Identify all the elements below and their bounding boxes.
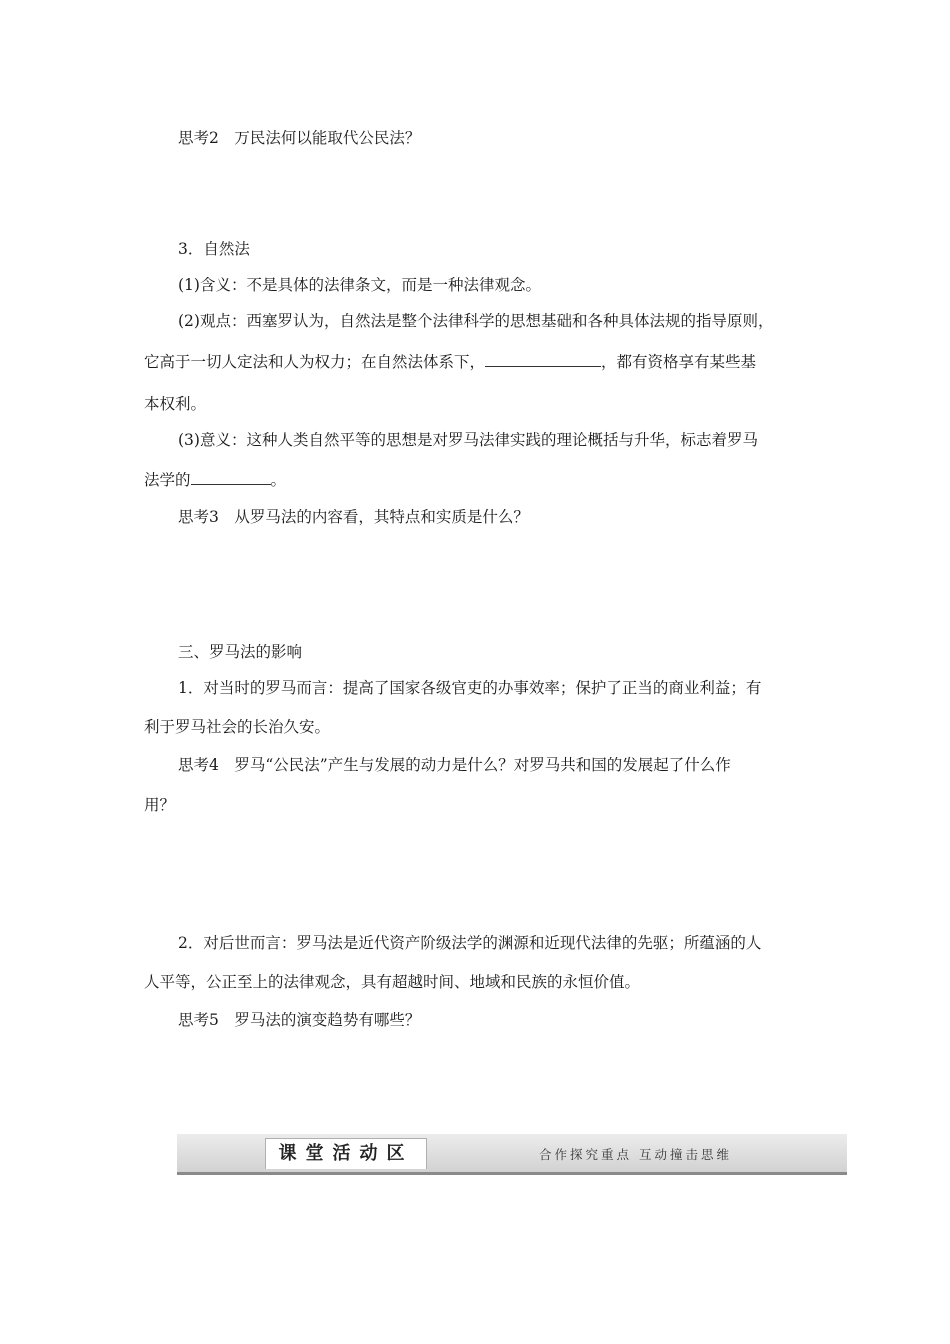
banner-slogan: 合作探究重点 互动撞击思维 bbox=[539, 1147, 732, 1162]
influence-1-line1: 1．对当时的罗马而言：提高了国家各级官吏的办事效率；保护了正当的商业利益；有 bbox=[178, 679, 762, 697]
influence-1-line2: 利于罗马社会的长治久安。 bbox=[144, 718, 331, 736]
influence-2-line1: 2．对后世而言：罗马法是近代资产阶级法学的渊源和近现代法律的先驱；所蕴涵的人 bbox=[178, 934, 762, 952]
natural-law-view-line1: (2)观点：西塞罗认为，自然法是整个法律科学的思想基础和各种具体法规的指导原则， bbox=[178, 312, 774, 330]
heading-natural-law: 3．自然法 bbox=[178, 240, 250, 258]
banner-title: 课堂活动区 bbox=[265, 1138, 427, 1169]
think-question-4-line1: 思考4 罗马“公民法”产生与发展的动力是什么？对罗马共和国的发展起了什么作 bbox=[178, 756, 731, 774]
natural-law-significance-line1: (3)意义：这种人类自然平等的思想是对罗马法律实践的理论概括与升华，标志着罗马 bbox=[178, 431, 758, 449]
classroom-activity-banner bbox=[177, 1134, 847, 1175]
view-text-before-blank: 它高于一切人定法和人为权力；在自然法体系下， bbox=[144, 353, 486, 371]
think-question-5: 思考5 罗马法的演变趋势有哪些？ bbox=[178, 1011, 421, 1029]
think-question-3: 思考3 从罗马法的内容看，其特点和实质是什么？ bbox=[178, 508, 529, 526]
natural-law-view-line2 bbox=[144, 352, 756, 372]
fill-blank-2[interactable] bbox=[191, 470, 271, 485]
natural-law-significance-line2 bbox=[144, 470, 286, 490]
natural-law-view-line3: 本权利。 bbox=[144, 395, 207, 413]
think-question-4-line2: 用？ bbox=[144, 796, 176, 814]
section-heading-influence: 三、罗马法的影响 bbox=[178, 643, 303, 661]
fill-blank-1[interactable] bbox=[485, 352, 601, 367]
view-text-after-blank: ，都有资格享有某些基 bbox=[601, 353, 757, 371]
influence-2-line2: 人平等，公正至上的法律观念，具有超越时间、地域和民族的永恒价值。 bbox=[144, 973, 641, 991]
natural-law-meaning: (1)含义：不是具体的法律条文，而是一种法律观念。 bbox=[178, 276, 541, 294]
significance-text-after-blank: 。 bbox=[270, 471, 287, 489]
think-question-2: 思考2 万民法何以能取代公民法？ bbox=[178, 129, 421, 147]
significance-text-before-blank: 法学的 bbox=[144, 471, 191, 489]
